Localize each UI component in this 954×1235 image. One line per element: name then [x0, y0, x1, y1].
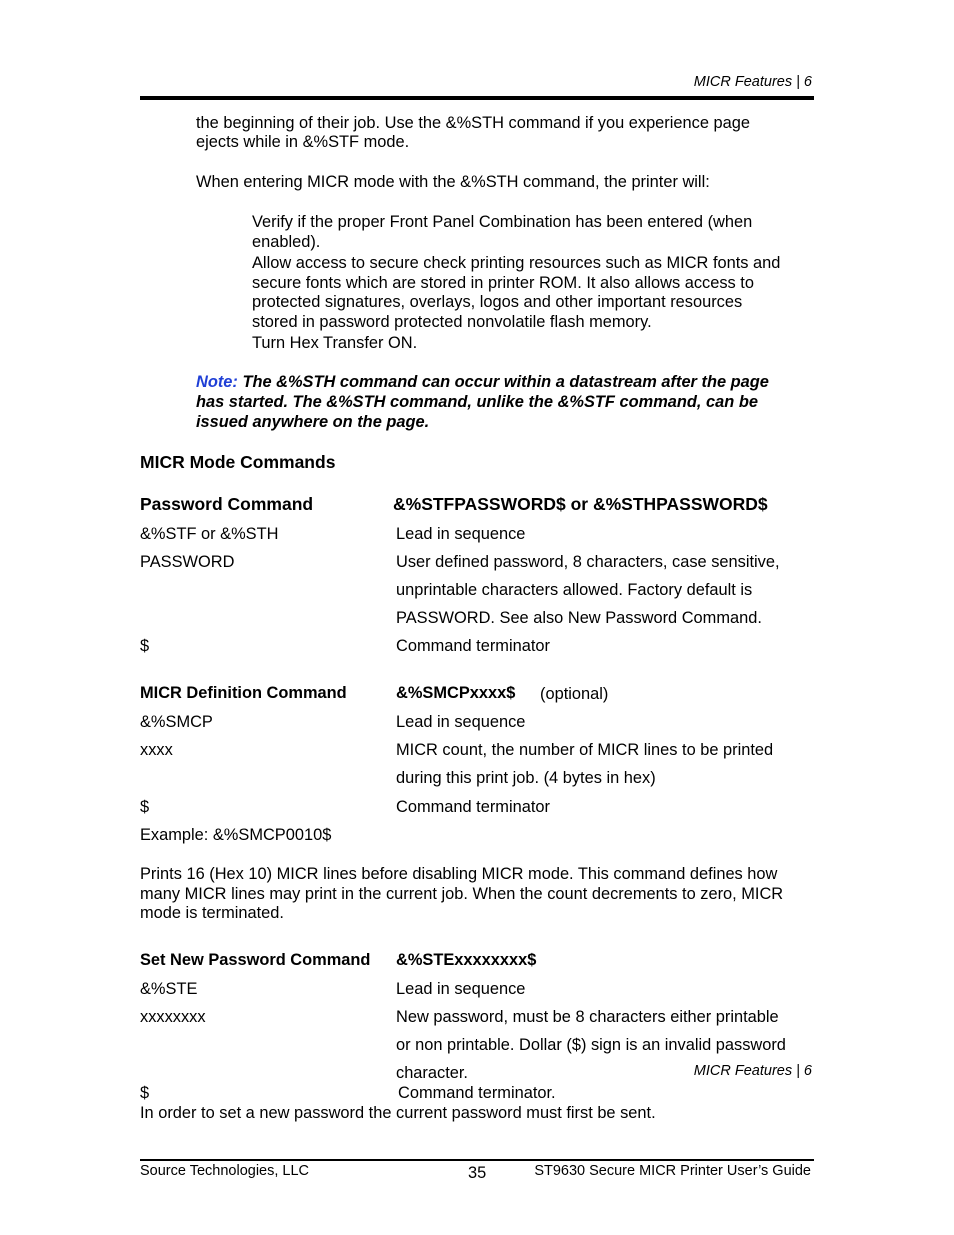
- param-name: &%STE: [140, 980, 198, 998]
- param-desc: User defined password, 8 characters, case sensitive,: [396, 553, 780, 571]
- param-name: $: [140, 1084, 150, 1102]
- note-text: The &%STH command can occur within a datastream after the page: [237, 373, 769, 391]
- micr-def-command-syntax: &%SMCPxxxx$: [396, 684, 516, 702]
- param-desc: unprintable characters allowed. Factory default is: [396, 581, 753, 599]
- list-item: Turn Hex Transfer ON.: [252, 334, 418, 352]
- param-desc: character.: [396, 1064, 468, 1082]
- list-item: Verify if the proper Front Panel Combination has been entered (when: [252, 213, 753, 231]
- param-desc: PASSWORD. See also New Password Command.: [396, 609, 762, 627]
- micr-def-command-name: MICR Definition Command: [140, 684, 347, 702]
- param-name: $: [140, 637, 150, 655]
- param-name: PASSWORD: [140, 553, 235, 571]
- paragraph-line: Prints 16 (Hex 10) MICR lines before disabling MICR mode. This command defines how: [140, 865, 778, 883]
- footer-guide-title: ST9630 Secure MICR Printer User’s Guide: [534, 1163, 811, 1179]
- param-desc: during this print job. (4 bytes in hex): [396, 769, 656, 787]
- running-header: MICR Features | 6: [693, 74, 812, 90]
- micr-def-optional: (optional): [540, 685, 609, 703]
- section-title: MICR Mode Commands: [140, 452, 336, 472]
- param-name: $: [140, 798, 150, 816]
- list-item: protected signatures, overlays, logos and other important resources: [252, 293, 743, 311]
- inline-running-header: MICR Features | 6: [693, 1063, 812, 1079]
- list-item: stored in password protected nonvolatile flash memory.: [252, 313, 652, 331]
- intro-line-1: the beginning of their job. Use the &%STH command if you experience page: [196, 114, 750, 132]
- param-desc: New password, must be 8 characters either printable: [396, 1008, 779, 1026]
- param-desc: Command terminator: [396, 798, 550, 816]
- intro-line-2: ejects while in &%STF mode.: [196, 133, 410, 151]
- paragraph-line: many MICR lines may print in the current job. When the count decrements to zero, MICR: [140, 885, 784, 903]
- page-number: 35: [468, 1164, 487, 1182]
- param-desc: or non printable. Dollar ($) sign is an invalid password: [396, 1036, 786, 1054]
- param-desc: MICR count, the number of MICR lines to be printed: [396, 741, 774, 759]
- param-name: xxxx: [140, 741, 173, 759]
- param-name: xxxxxxxx: [140, 1008, 206, 1026]
- paragraph-line: mode is terminated.: [140, 904, 284, 922]
- param-desc: Lead in sequence: [396, 980, 526, 998]
- closing-line: In order to set a new password the current password must first be sent.: [140, 1104, 656, 1122]
- param-name: &%SMCP: [140, 713, 213, 731]
- footer-rule: [140, 1159, 814, 1161]
- list-item: enabled).: [252, 233, 321, 251]
- note-line-1: [196, 372, 769, 392]
- param-desc: Command terminator.: [398, 1084, 556, 1102]
- list-item: Allow access to secure check printing resources such as MICR fonts and: [252, 254, 781, 272]
- footer-company: Source Technologies, LLC: [140, 1163, 310, 1179]
- note-label: Note:: [196, 373, 238, 391]
- header-rule: [140, 96, 814, 100]
- new-password-command-name: Set New Password Command: [140, 951, 371, 969]
- param-desc: Lead in sequence: [396, 713, 526, 731]
- note-line-3: issued anywhere on the page.: [196, 413, 430, 431]
- new-password-command-syntax: &%STExxxxxxxx$: [396, 951, 537, 969]
- note-line-2: has started. The &%STH command, unlike the &%STF command, can be: [196, 393, 758, 411]
- password-command-name: Password Command: [140, 494, 314, 514]
- intro-line-3: When entering MICR mode with the &%STH command, the printer will:: [196, 173, 710, 191]
- list-item: secure fonts which are stored in printer ROM. It also allows access to: [252, 274, 754, 292]
- password-command-syntax: &%STFPASSWORD$ or &%STHPASSWORD$: [393, 494, 768, 514]
- example-line: Example: &%SMCP0010$: [140, 826, 332, 844]
- param-desc: Lead in sequence: [396, 525, 526, 543]
- param-name: &%STF or &%STH: [140, 525, 279, 543]
- param-desc: Command terminator: [396, 637, 550, 655]
